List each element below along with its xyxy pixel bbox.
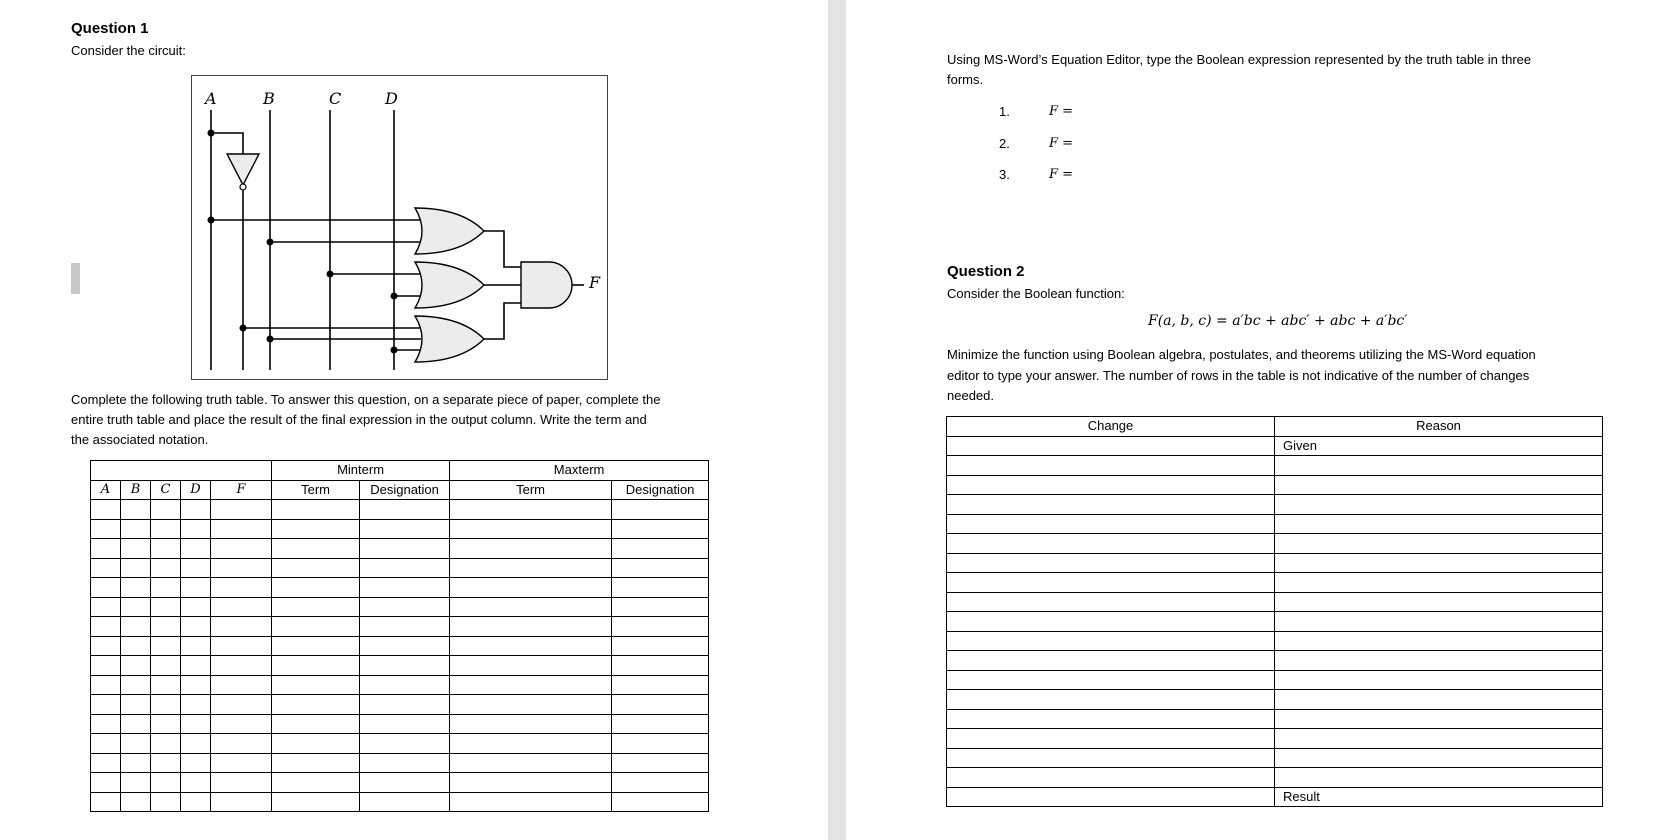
reason-cell[interactable] [1275, 456, 1603, 476]
table-row [947, 748, 1603, 768]
table-cell[interactable] [121, 617, 151, 637]
table-cell[interactable] [91, 539, 121, 559]
table-cell[interactable] [612, 695, 709, 715]
table-cell[interactable] [211, 675, 272, 695]
minterm-group-header: Minterm [272, 461, 450, 481]
and-gate [521, 262, 572, 308]
table-cell[interactable] [181, 714, 211, 734]
table-cell[interactable] [211, 597, 272, 617]
input-d-label: D [385, 89, 398, 108]
table-row [947, 592, 1603, 612]
col-header-minterm-designation: Designation [360, 480, 450, 500]
table-cell[interactable] [272, 500, 360, 520]
table-cell[interactable] [181, 753, 211, 773]
change-cell[interactable] [947, 631, 1275, 651]
change-cell[interactable] [947, 553, 1275, 573]
table-cell[interactable] [151, 792, 181, 812]
table-cell[interactable] [360, 695, 450, 715]
table-row [947, 612, 1603, 632]
table-cell[interactable] [272, 753, 360, 773]
table-row [947, 456, 1603, 476]
table-cell[interactable] [211, 695, 272, 715]
reason-cell[interactable] [1275, 475, 1603, 495]
reason-cell[interactable] [1275, 573, 1603, 593]
table-cell[interactable] [450, 617, 612, 637]
table-cell[interactable] [360, 792, 450, 812]
table-row [947, 495, 1603, 515]
table-cell[interactable] [121, 734, 151, 754]
table-cell[interactable] [151, 578, 181, 598]
table-cell[interactable] [272, 656, 360, 676]
table-cell[interactable] [121, 597, 151, 617]
table-cell[interactable] [211, 558, 272, 578]
col-header-b: B [121, 480, 151, 500]
change-cell[interactable] [947, 573, 1275, 593]
table-cell[interactable] [612, 636, 709, 656]
table-cell[interactable] [272, 597, 360, 617]
reason-cell[interactable] [1275, 651, 1603, 671]
table-cell[interactable] [612, 500, 709, 520]
truth-table[interactable] [90, 460, 709, 812]
text-cursor-marker [71, 263, 80, 294]
q1-intro: Consider the circuit: [71, 43, 186, 58]
table-cell[interactable] [612, 617, 709, 637]
boolean-function: F(a, b, c) = a′bc + abc′ + abc + a′bc′ [1148, 313, 1408, 329]
table-cell[interactable] [121, 675, 151, 695]
reason-cell[interactable] [1275, 768, 1603, 788]
table-cell[interactable] [91, 597, 121, 617]
table-cell[interactable] [181, 519, 211, 539]
minimize-line-2: editor to type your answer. The number of rows in the table is not indicative of the number of changes [947, 368, 1530, 383]
table-cell[interactable] [360, 734, 450, 754]
table-cell[interactable] [181, 792, 211, 812]
table-cell[interactable] [272, 636, 360, 656]
col-header-d: D [181, 480, 211, 500]
table-cell[interactable] [151, 714, 181, 734]
table-row [947, 670, 1603, 690]
table-cell[interactable] [612, 597, 709, 617]
table-cell[interactable] [360, 773, 450, 793]
table-cell[interactable] [211, 753, 272, 773]
table-cell[interactable] [181, 617, 211, 637]
table-cell[interactable] [91, 773, 121, 793]
table-cell[interactable] [612, 558, 709, 578]
table-cell[interactable] [121, 578, 151, 598]
table-row [947, 475, 1603, 495]
table-cell[interactable] [360, 500, 450, 520]
table-cell[interactable] [211, 519, 272, 539]
change-cell[interactable] [947, 651, 1275, 671]
table-cell[interactable] [272, 792, 360, 812]
table-cell[interactable] [91, 734, 121, 754]
table-cell[interactable] [151, 539, 181, 559]
change-cell[interactable] [947, 514, 1275, 534]
circuit-frame [192, 76, 608, 380]
table-row [947, 787, 1603, 807]
table-cell[interactable] [91, 578, 121, 598]
table-cell[interactable] [211, 636, 272, 656]
table-cell[interactable] [151, 675, 181, 695]
table-cell[interactable] [450, 656, 612, 676]
table-cell[interactable] [151, 597, 181, 617]
table-cell[interactable] [121, 636, 151, 656]
reason-cell[interactable] [1275, 631, 1603, 651]
minimize-line-3: needed. [947, 388, 994, 403]
table-row [947, 690, 1603, 710]
table-cell[interactable] [450, 773, 612, 793]
reason-cell[interactable] [1275, 709, 1603, 729]
table-cell[interactable] [450, 792, 612, 812]
table-cell[interactable] [91, 695, 121, 715]
input-b-label: B [263, 89, 275, 108]
table-cell[interactable] [91, 558, 121, 578]
reason-cell[interactable] [1275, 690, 1603, 710]
form-line-2[interactable]: 2. F = [999, 136, 1074, 151]
table-row [947, 631, 1603, 651]
change-cell[interactable] [947, 768, 1275, 788]
table-row [91, 734, 709, 754]
reason-cell[interactable]: Given [1275, 436, 1603, 456]
minimization-table[interactable] [946, 416, 1603, 807]
table-cell[interactable] [181, 636, 211, 656]
table-cell[interactable] [272, 773, 360, 793]
table-cell[interactable] [181, 597, 211, 617]
table-row [947, 553, 1603, 573]
table-cell[interactable] [151, 500, 181, 520]
table-cell[interactable] [121, 753, 151, 773]
table-cell[interactable] [151, 636, 181, 656]
change-cell[interactable] [947, 592, 1275, 612]
table-cell[interactable] [121, 500, 151, 520]
table-cell[interactable] [181, 500, 211, 520]
table-cell[interactable] [612, 539, 709, 559]
table-row [947, 709, 1603, 729]
table-cell[interactable] [272, 558, 360, 578]
minimize-line-1: Minimize the function using Boolean algebra, postulates, and theorems utilizing the MS-Word equation [947, 347, 1536, 362]
table-cell[interactable] [181, 773, 211, 793]
q1-heading: Question 1 [71, 20, 149, 37]
table-cell[interactable] [450, 695, 612, 715]
table-cell[interactable] [121, 695, 151, 715]
table-cell[interactable] [151, 656, 181, 676]
table-row [91, 714, 709, 734]
table-cell[interactable] [450, 714, 612, 734]
table-row [91, 500, 709, 520]
table-cell[interactable] [91, 714, 121, 734]
table-cell[interactable] [450, 539, 612, 559]
table-cell[interactable] [211, 617, 272, 637]
table-cell[interactable] [450, 558, 612, 578]
change-cell[interactable] [947, 709, 1275, 729]
table-row [947, 514, 1603, 534]
instructions-line-3: the associated notation. [71, 432, 209, 447]
change-cell[interactable] [947, 690, 1275, 710]
table-row [947, 534, 1603, 554]
table-cell[interactable] [360, 617, 450, 637]
table-cell[interactable] [450, 636, 612, 656]
change-cell[interactable] [947, 475, 1275, 495]
table-cell[interactable] [211, 500, 272, 520]
table-row [947, 768, 1603, 788]
not-gate-bubble [240, 184, 246, 190]
col-header-c: C [151, 480, 181, 500]
col-header-reason: Reason [1275, 417, 1603, 437]
change-cell[interactable] [947, 436, 1275, 456]
table-row [91, 656, 709, 676]
table-cell[interactable] [612, 675, 709, 695]
table-cell[interactable] [91, 753, 121, 773]
table-group-header-row [91, 461, 709, 481]
reason-cell[interactable] [1275, 534, 1603, 554]
reason-cell[interactable] [1275, 495, 1603, 515]
change-cell[interactable] [947, 612, 1275, 632]
table-cell[interactable] [450, 597, 612, 617]
instructions-line-2: entire truth table and place the result of the final expression in the output column. Write the term and [71, 412, 647, 427]
table-header-row [91, 480, 709, 500]
table-cell[interactable] [360, 558, 450, 578]
table-cell[interactable] [612, 656, 709, 676]
table-cell[interactable] [612, 734, 709, 754]
form-line-3[interactable]: 3. F = [999, 167, 1074, 182]
table-cell[interactable] [151, 617, 181, 637]
table-cell[interactable] [272, 617, 360, 637]
table-cell[interactable] [272, 578, 360, 598]
table-cell[interactable] [91, 675, 121, 695]
reason-cell[interactable]: Result [1275, 787, 1603, 807]
col-header-f: F [211, 480, 272, 500]
table-cell[interactable] [121, 792, 151, 812]
table-cell[interactable] [612, 578, 709, 598]
change-cell[interactable] [947, 495, 1275, 515]
table-cell[interactable] [360, 753, 450, 773]
table-cell[interactable] [450, 675, 612, 695]
table-cell[interactable] [272, 675, 360, 695]
table-cell[interactable] [612, 753, 709, 773]
instructions-line-1: Complete the following truth table. To answer this question, on a separate piece of paper, complete the [71, 392, 661, 407]
col-header-maxterm-designation: Designation [612, 480, 709, 500]
table-row [91, 675, 709, 695]
table-cell[interactable] [272, 539, 360, 559]
table-cell[interactable] [121, 773, 151, 793]
table-row [947, 651, 1603, 671]
table-cell[interactable] [211, 714, 272, 734]
table-cell[interactable] [181, 539, 211, 559]
table-cell[interactable] [211, 734, 272, 754]
table-row [91, 558, 709, 578]
left-page [0, 0, 828, 840]
table-cell[interactable] [272, 714, 360, 734]
col-header-minterm-term: Term [272, 480, 360, 500]
table-cell[interactable] [272, 519, 360, 539]
form-line-1[interactable]: 1. F = [999, 104, 1074, 119]
table-row [91, 539, 709, 559]
circuit-diagram [191, 75, 608, 380]
table-cell[interactable] [360, 656, 450, 676]
table-header-row [947, 417, 1603, 437]
table-cell[interactable] [151, 558, 181, 578]
table-cell[interactable] [91, 617, 121, 637]
table-cell[interactable] [360, 519, 450, 539]
table-cell[interactable] [211, 578, 272, 598]
table-cell[interactable] [181, 734, 211, 754]
table-cell[interactable] [272, 695, 360, 715]
q2-heading: Question 2 [947, 263, 1025, 280]
col-header-change: Change [947, 417, 1275, 437]
table-cell[interactable] [360, 578, 450, 598]
reason-cell[interactable] [1275, 748, 1603, 768]
reason-cell[interactable] [1275, 553, 1603, 573]
col-header-maxterm-term: Term [450, 480, 612, 500]
table-cell[interactable] [612, 519, 709, 539]
table-cell[interactable] [181, 675, 211, 695]
change-cell[interactable] [947, 456, 1275, 476]
maxterm-group-header: Maxterm [450, 461, 709, 481]
table-cell[interactable] [450, 734, 612, 754]
table-cell[interactable] [612, 792, 709, 812]
reason-cell[interactable] [1275, 592, 1603, 612]
table-cell[interactable] [612, 714, 709, 734]
change-cell[interactable] [947, 534, 1275, 554]
table-cell[interactable] [360, 636, 450, 656]
table-row [91, 773, 709, 793]
table-cell[interactable] [211, 539, 272, 559]
table-cell[interactable] [181, 656, 211, 676]
editor-instructions-line-2: forms. [947, 72, 984, 87]
table-cell[interactable] [450, 578, 612, 598]
table-cell[interactable] [450, 753, 612, 773]
table-cell[interactable] [211, 792, 272, 812]
table-cell[interactable] [211, 656, 272, 676]
table-cell[interactable] [612, 773, 709, 793]
table-row [91, 695, 709, 715]
q2-intro: Consider the Boolean function: [947, 286, 1125, 301]
table-cell[interactable] [272, 734, 360, 754]
table-row [947, 436, 1603, 456]
table-cell[interactable] [91, 792, 121, 812]
change-cell[interactable] [947, 748, 1275, 768]
table-row [91, 753, 709, 773]
table-cell[interactable] [91, 636, 121, 656]
change-cell[interactable] [947, 787, 1275, 807]
col-header-a: A [91, 480, 121, 500]
table-cell[interactable] [360, 597, 450, 617]
input-a-label: A [205, 89, 217, 108]
table-cell[interactable] [181, 578, 211, 598]
change-cell[interactable] [947, 729, 1275, 749]
table-cell[interactable] [91, 500, 121, 520]
editor-instructions-line-1: Using MS-Word’s Equation Editor, type the Boolean expression represented by the truth table in three [947, 52, 1532, 67]
table-cell[interactable] [360, 675, 450, 695]
reason-cell[interactable] [1275, 670, 1603, 690]
table-cell[interactable] [151, 519, 181, 539]
table-row [91, 617, 709, 637]
table-row [947, 729, 1603, 749]
table-row [91, 597, 709, 617]
reason-cell[interactable] [1275, 612, 1603, 632]
table-cell[interactable] [121, 519, 151, 539]
reason-cell[interactable] [1275, 729, 1603, 749]
table-row [947, 573, 1603, 593]
table-cell[interactable] [181, 558, 211, 578]
table-cell[interactable] [121, 714, 151, 734]
input-c-label: C [329, 89, 342, 108]
table-cell[interactable] [211, 773, 272, 793]
table-cell[interactable] [121, 539, 151, 559]
change-cell[interactable] [947, 670, 1275, 690]
table-cell[interactable] [360, 714, 450, 734]
table-cell[interactable] [181, 695, 211, 715]
table-cell[interactable] [91, 519, 121, 539]
table-cell[interactable] [151, 734, 181, 754]
table-cell[interactable] [360, 539, 450, 559]
table-cell[interactable] [121, 558, 151, 578]
table-cell[interactable] [151, 695, 181, 715]
page-gutter [828, 0, 846, 840]
table-row [91, 519, 709, 539]
table-cell[interactable] [450, 500, 612, 520]
reason-cell[interactable] [1275, 514, 1603, 534]
table-row [91, 578, 709, 598]
table-row [91, 636, 709, 656]
table-cell[interactable] [151, 753, 181, 773]
output-f-label: F [589, 273, 601, 292]
table-cell[interactable] [121, 656, 151, 676]
table-cell[interactable] [91, 656, 121, 676]
table-row [91, 792, 709, 812]
table-cell[interactable] [450, 519, 612, 539]
table-cell[interactable] [151, 773, 181, 793]
